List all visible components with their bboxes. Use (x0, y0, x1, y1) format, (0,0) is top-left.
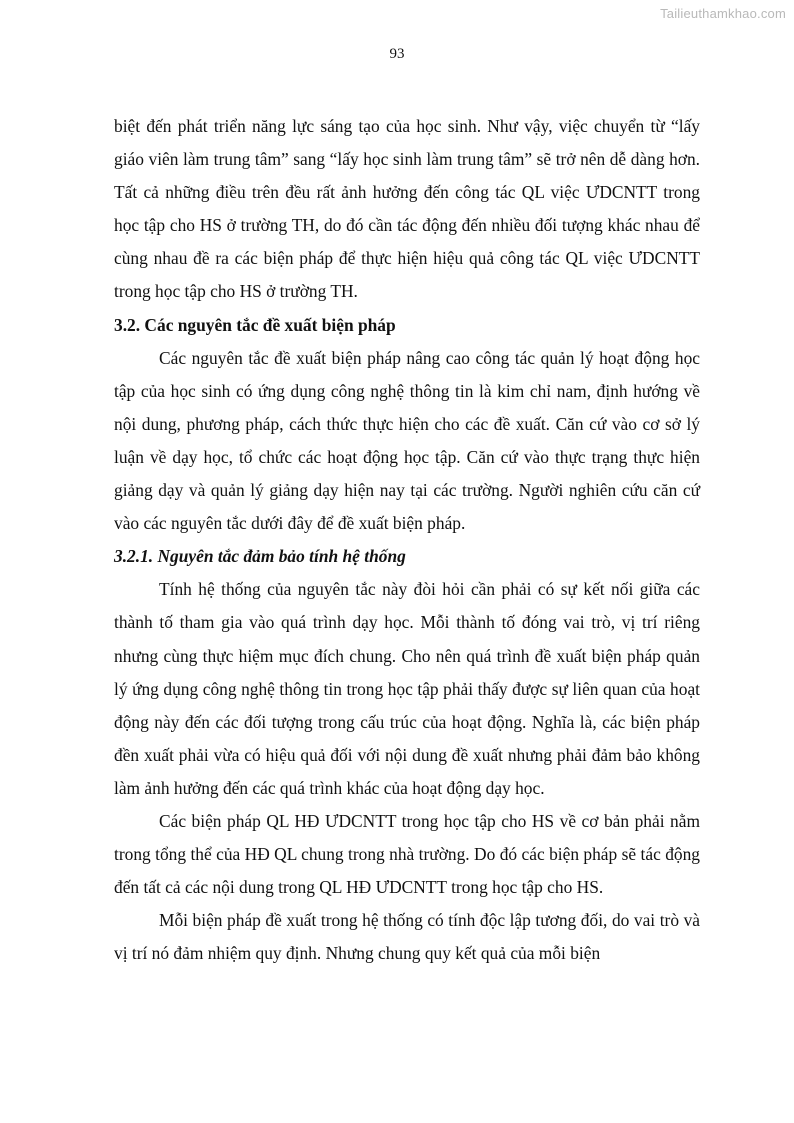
paragraph-measures: Các biện pháp QL HĐ ƯDCNTT trong học tập cho HS về cơ bản phải nằm trong tổng thể của HĐ QL chung trong nhà trường. Do đó các biện pháp sẽ tác động đến tất cả các nội dung trong QL HĐ ƯDCNTT trong học tập cho HS. (114, 810, 700, 898)
paragraph-system: Tính hệ thống của nguyên tắc này đòi hỏi cần phải có sự kết nối giữa các thành tố tham gia vào quá trình dạy học. Mỗi thành tố đóng vai trò, vị trí riêng nhưng cùng thực hiệm mục đích chung. Cho nên quá trình đề xuất biện pháp quản lý ứng dụng công nghệ thông tin trong học tập phải thấy được sự liên quan của hoạt động này đến các đối tượng trong cấu trúc của hoạt động. Nghĩa là, các biện pháp đền xuất phải vừa có hiệu quả đối với nội dung đề xuất nhưng phải đảm bảo không làm ảnh hưởng đến các quá trình khác của hoạt động dạy học. (114, 579, 700, 798)
section-heading-3-2: 3.2. Các nguyên tắc đề xuất biện pháp (114, 314, 396, 335)
document-body (114, 110, 700, 970)
watermark: Tailieuthamkhao.com (660, 6, 786, 21)
paragraph-independence: Mỗi biện pháp đề xuất trong hệ thống có tính độc lập tương đối, do vai trò và vị trí nó đảm nhiệm quy định. Nhưng chung quy kết quả của mỗi biện (114, 910, 700, 964)
paragraph-principles: Các nguyên tắc đề xuất biện pháp nâng cao công tác quản lý hoạt động học tập của học sinh có ứng dụng công nghệ thông tin là kim chỉ nam, định hướng về nội dung, phương pháp, cách thức thực hiện cho các đề xuất. Căn cứ vào cơ sở lý luận về dạy học, tổ chức các hoạt động học tập. Căn cứ vào thực trạng thực hiện giảng dạy và quản lý giảng dạy hiện nay tại các trường. Người nghiên cứu căn cứ vào các nguyên tắc dưới đây để đề xuất biện pháp. (114, 347, 700, 534)
subsection-heading-3-2-1: 3.2.1. Nguyên tắc đảm bảo tính hệ thống (114, 546, 406, 567)
page-number: 93 (389, 46, 405, 62)
paragraph-intro: biệt đến phát triển năng lực sáng tạo của học sinh. Như vậy, việc chuyển từ “lấy giáo viên làm trung tâm” sang “lấy học sinh làm trung tâm” sẽ trở nên dễ dàng hơn. Tất cả những điều trên đều rất ảnh hưởng đến công tác QL việc ƯDCNTT trong học tập cho HS ở trường TH, do đó cần tác động đến nhiều đối tượng khác nhau để cùng nhau đề ra các biện pháp để thực hiện hiệu quả công tác QL việc ƯDCNTT trong học tập cho HS ở trường TH. (114, 116, 700, 302)
